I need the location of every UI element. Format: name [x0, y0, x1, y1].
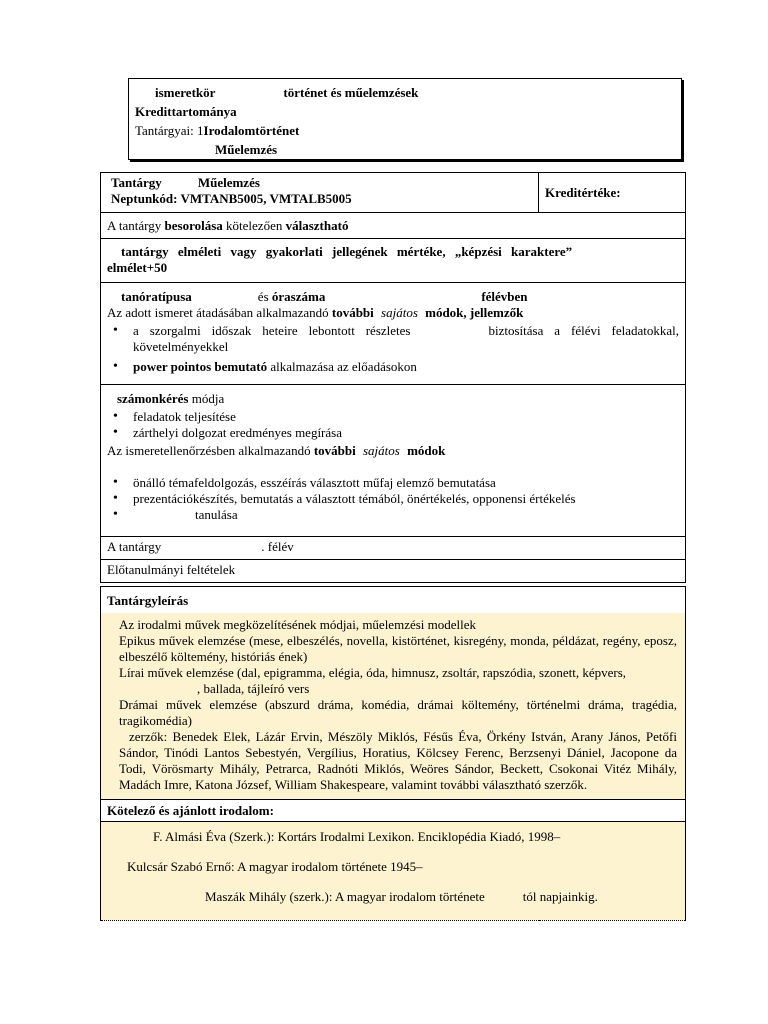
felev-b: . félév [261, 539, 294, 554]
oratipus-mod-4: módok, jellemzők [425, 305, 524, 320]
oratipus-b: és [257, 289, 269, 304]
header-line4: Műelemzés [215, 142, 278, 157]
besorolas-text-2: besorolása [164, 217, 223, 233]
header-box [128, 78, 682, 160]
oratipus-a: tanóratípusa [121, 289, 192, 304]
row-besorolas [101, 213, 686, 239]
neptun-label: Neptunkód: [111, 191, 178, 206]
row-tantargyleiras-heading [101, 587, 686, 613]
szamonkeres-mod-1: Az ismeretellenőrzésben alkalmazandó [107, 443, 314, 458]
irodalom-ref-1: F. Almási Éva (Szerk.): Kortárs Irodalmi Lexikon. Enciklopédia Kiadó, 1998– [153, 828, 561, 844]
row-irodalom-heading [101, 799, 686, 821]
besorolas-text-1: A tantárgy [107, 217, 165, 233]
list-item: • prezentációkészítés, bemutatás a választott témából, önértékelés, opponensi értékelés [129, 491, 679, 507]
list-item: • feladatok teljesítése [129, 409, 679, 425]
jelleg-line2: elmélet+50 [107, 260, 168, 275]
credit-label: Kreditértéke: [545, 184, 621, 200]
szamonkeres-mod-3: sajátos [362, 443, 400, 458]
header-line3-label: Tantárgyai: 1 [135, 123, 204, 138]
course-table [100, 172, 686, 921]
leiras-p5: zerzők: Benedek Elek, Lázár Ervin, Mészöly Miklós, Fésűs Éva, Örkény István, Arany János, Petőfi Sándor, Tinódi Lantos Sebestyén, Vergílius, Horatius, Kölcsey Ferenc, Berzsenyi Dániel, Jacopone da Todi, Vörösmarty Mihály, Petrarca, Radnóti Miklós, Weöres Sándor, Beckett, Csokonai Vitéz Mihály, Madách Imre, Katona József, William Shakespeare, valamint további választható szerzők. [119, 728, 677, 792]
oratipus-list [107, 323, 679, 375]
title-name: Műelemzés [197, 175, 260, 190]
irodalom-ref-3: Maszák Mihály (szerk.): A magyar irodalom története tól napjainkig. [205, 888, 598, 904]
besorolas-text-4: választható [285, 217, 349, 233]
irodalom-heading: Kötelező és ajánlott irodalom: [107, 802, 274, 818]
list-item: • power pointos bemutató alkalmazása az előadásokon [129, 359, 679, 375]
header-line3-value: Irodalomtörténet [203, 123, 300, 138]
szamonkeres-list [107, 409, 679, 441]
row-elotanulmany [101, 560, 686, 583]
oratipus-mod-3: sajátos [381, 305, 418, 320]
oratipus-c: óraszáma [271, 289, 326, 304]
szamonkeres-list-2 [107, 475, 679, 523]
oratipus-mod-1: Az adott ismeret átadásában alkalmazandó [107, 305, 332, 320]
oratipus-d: félévben [481, 289, 528, 304]
row-felev [101, 537, 686, 560]
neptun-value: VMTANB5005, VMTALB5005 [180, 191, 352, 206]
list-item: • tanulása [129, 507, 679, 523]
row-jelleg [101, 239, 686, 283]
leiras-p3b: , ballada, tájleíró vers [197, 680, 310, 696]
row-title [101, 173, 686, 213]
title-label: Tantárgy [111, 175, 162, 190]
leiras-p3a: Lírai művek elemzése (dal, epigramma, elégia, óda, himnusz, zsoltár, rapszódia, szonett, képvers, [119, 664, 627, 680]
leiras-p2: Epikus művek elemzése (mese, elbeszélés, novella, kistörténet, kisregény, monda, példázat, regény, eposz, elbeszélő költemény, históriás ének) [119, 632, 677, 664]
jelleg-line1: tantárgy elméleti vagy gyakorlati jellegének mértéke, „képzési karaktere” [121, 244, 573, 259]
irodalom-ref-2: Kulcsár Szabó Ernő: A magyar irodalom története 1945– [127, 858, 423, 874]
besorolas-text-3: kötelezően [222, 217, 286, 233]
elotanulmany-text: Előtanulmányi feltételek [107, 562, 236, 577]
list-item: • önálló témafeldolgozás, esszéírás választott műfaj elemző bemutatása [129, 475, 679, 491]
row-tantargyleiras-body [101, 613, 686, 800]
tantargyleiras-heading: Tantárgyleírás [107, 593, 189, 608]
list-item: • a szorgalmi időszak heteire lebontott részletes biztosítása a félévi feladatokkal, követelményekkel [129, 323, 679, 355]
row-oratipus [101, 283, 686, 385]
header-line1-b: történet és műelemzések [283, 85, 419, 100]
header-line1-a: ismeretkör [155, 85, 216, 100]
oratipus-mod-2: további [331, 305, 374, 320]
list-item: • zárthelyi dolgozat eredményes megírása [129, 425, 679, 441]
szamonkeres-mod-2: további [313, 443, 356, 458]
szamonkeres-a: számonkérés [117, 391, 189, 406]
row-irodalom-body [101, 821, 686, 920]
leiras-p4: Drámai művek elemzése (abszurd dráma, komédia, drámai költemény, történelmi dráma, tragédia, tragikomédia) [119, 696, 677, 728]
felev-a: A tantárgy [107, 539, 162, 554]
row-szamonkeres [101, 385, 686, 537]
szamonkeres-mod-4: módok [407, 443, 446, 458]
leiras-p1: Az irodalmi művek megközelítésének módjai, műelemzési modellek [119, 616, 477, 632]
header-line2: Kredittartománya [135, 104, 237, 119]
szamonkeres-b: módja [188, 391, 225, 406]
